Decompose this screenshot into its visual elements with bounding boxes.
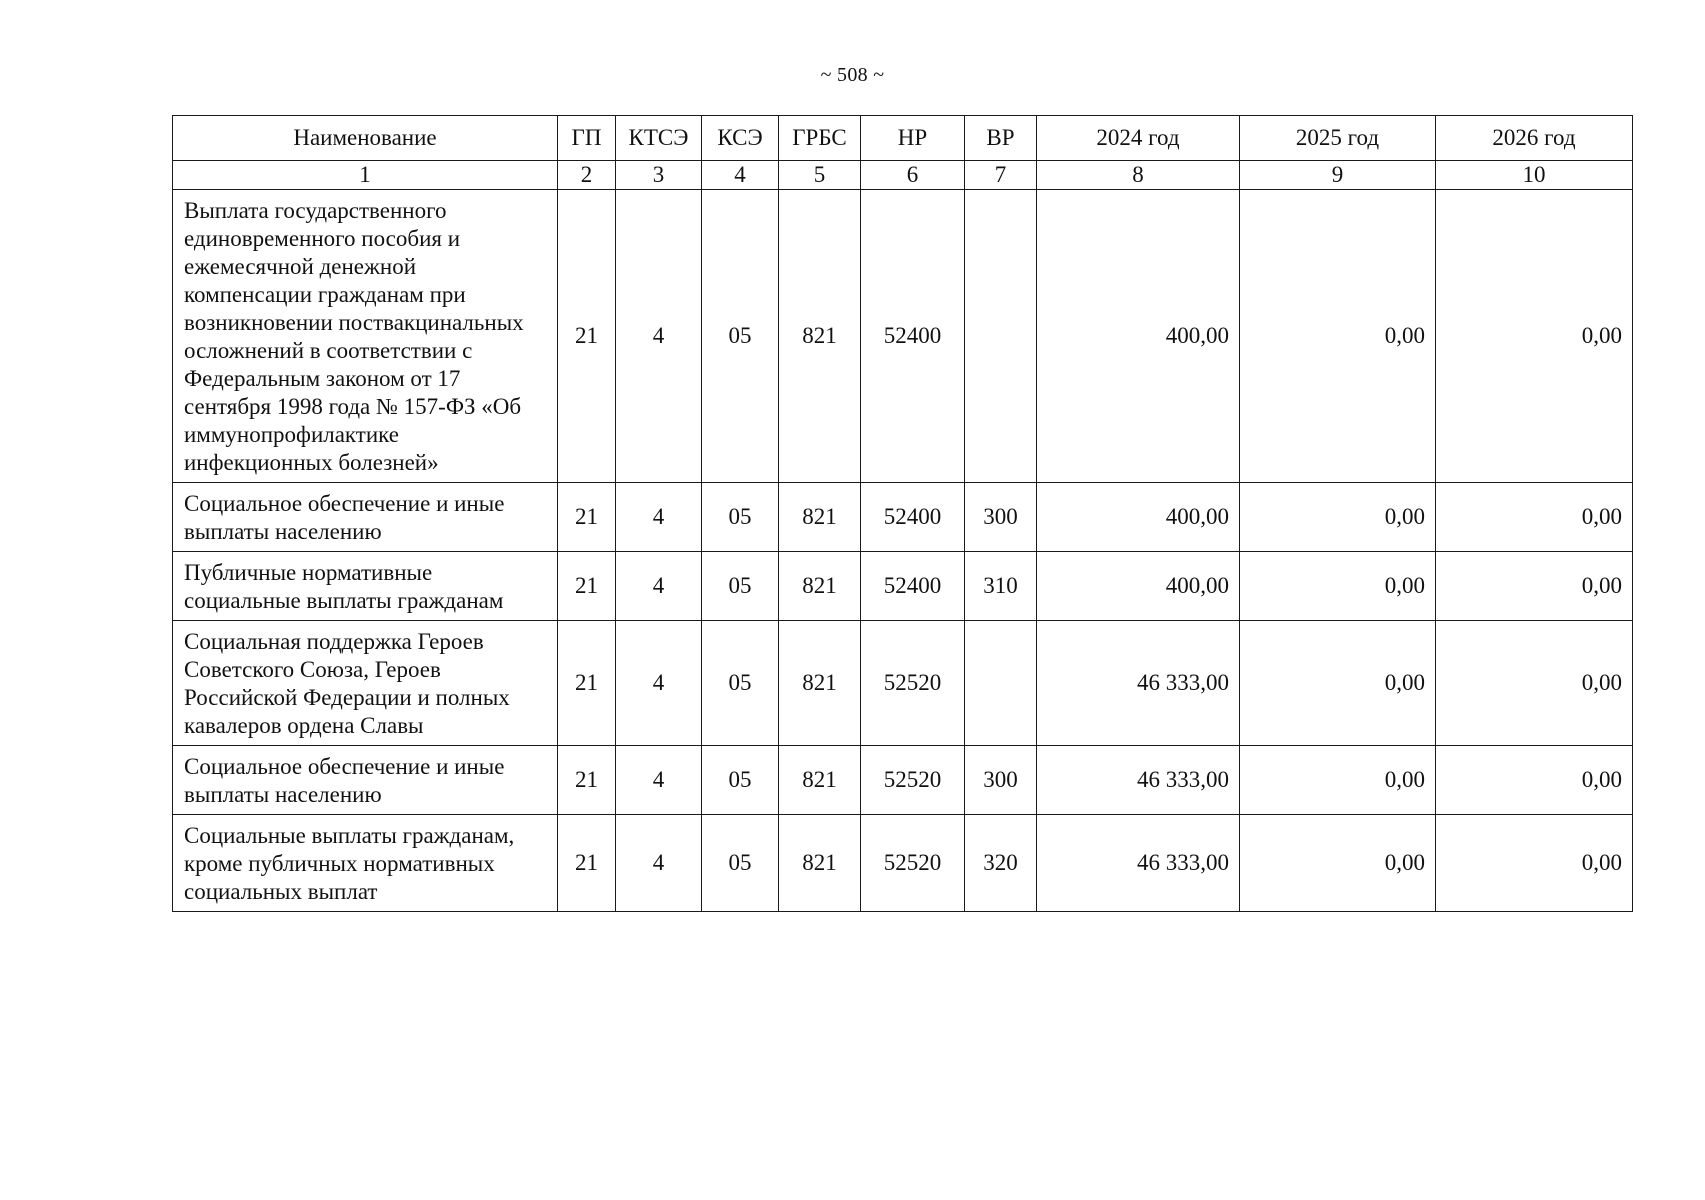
row-amount-2025: 0,00 [1240, 552, 1436, 621]
row-name: Социальное обеспечение и иные выплаты населению [173, 483, 558, 552]
column-number: 2 [558, 161, 616, 190]
row-gp: 21 [558, 552, 616, 621]
row-name: Социальное обеспечение и иные выплаты населению [173, 746, 558, 815]
row-gp: 21 [558, 190, 616, 483]
header-vr: ВР [965, 116, 1037, 161]
column-number: 9 [1240, 161, 1436, 190]
row-amount-2024: 400,00 [1037, 190, 1240, 483]
column-number: 1 [173, 161, 558, 190]
row-grbs: 821 [779, 483, 861, 552]
row-gp: 21 [558, 746, 616, 815]
budget-table [172, 115, 1633, 912]
row-vr [965, 621, 1037, 746]
row-amount-2025: 0,00 [1240, 621, 1436, 746]
row-nr: 52400 [861, 190, 965, 483]
header-nr: НР [861, 116, 965, 161]
row-gp: 21 [558, 815, 616, 912]
row-amount-2024: 46 333,00 [1037, 621, 1240, 746]
row-amount-2026: 0,00 [1436, 815, 1633, 912]
header-name: Наименование [173, 116, 558, 161]
column-number: 10 [1436, 161, 1633, 190]
row-grbs: 821 [779, 552, 861, 621]
row-kse: 05 [702, 483, 779, 552]
table-row [173, 483, 1633, 552]
row-amount-2026: 0,00 [1436, 483, 1633, 552]
column-number: 5 [779, 161, 861, 190]
row-amount-2026: 0,00 [1436, 746, 1633, 815]
row-vr: 300 [965, 746, 1037, 815]
column-number: 3 [616, 161, 702, 190]
row-ktse: 4 [616, 190, 702, 483]
row-ktse: 4 [616, 483, 702, 552]
row-amount-2024: 46 333,00 [1037, 746, 1240, 815]
table-row [173, 552, 1633, 621]
row-amount-2024: 400,00 [1037, 483, 1240, 552]
column-number: 7 [965, 161, 1037, 190]
row-kse: 05 [702, 190, 779, 483]
row-nr: 52400 [861, 552, 965, 621]
row-amount-2025: 0,00 [1240, 815, 1436, 912]
header-gp: ГП [558, 116, 616, 161]
row-ktse: 4 [616, 815, 702, 912]
row-amount-2026: 0,00 [1436, 552, 1633, 621]
row-kse: 05 [702, 621, 779, 746]
row-ktse: 4 [616, 746, 702, 815]
row-vr [965, 190, 1037, 483]
row-gp: 21 [558, 483, 616, 552]
row-kse: 05 [702, 815, 779, 912]
row-name: Выплата государственного единовременного пособия и ежемесячной денежной компенсации гражданам при возникновении поствакцинальных осложнений в соответствии с Федеральным законом от 17 сентября 1998 года № 157-ФЗ «Об иммунопрофилактике инфекционных болезней» [173, 190, 558, 483]
row-gp: 21 [558, 621, 616, 746]
header-grbs: ГРБС [779, 116, 861, 161]
row-nr: 52520 [861, 621, 965, 746]
table-row [173, 621, 1633, 746]
column-number-row [173, 161, 1633, 190]
column-number: 4 [702, 161, 779, 190]
row-amount-2026: 0,00 [1436, 190, 1633, 483]
header-ktse: КТСЭ [616, 116, 702, 161]
row-vr: 300 [965, 483, 1037, 552]
row-name: Публичные нормативные социальные выплаты гражданам [173, 552, 558, 621]
row-grbs: 821 [779, 621, 861, 746]
row-kse: 05 [702, 552, 779, 621]
row-amount-2025: 0,00 [1240, 483, 1436, 552]
row-ktse: 4 [616, 621, 702, 746]
row-amount-2026: 0,00 [1436, 621, 1633, 746]
row-amount-2025: 0,00 [1240, 190, 1436, 483]
header-2026: 2026 год [1436, 116, 1633, 161]
row-kse: 05 [702, 746, 779, 815]
table-row [173, 815, 1633, 912]
page-number: ~ 508 ~ [820, 64, 885, 86]
row-nr: 52520 [861, 815, 965, 912]
row-vr: 310 [965, 552, 1037, 621]
header-row [173, 116, 1633, 161]
row-nr: 52520 [861, 746, 965, 815]
row-grbs: 821 [779, 815, 861, 912]
row-nr: 52400 [861, 483, 965, 552]
header-2025: 2025 год [1240, 116, 1436, 161]
column-number: 8 [1037, 161, 1240, 190]
row-name: Социальные выплаты гражданам, кроме публичных нормативных социальных выплат [173, 815, 558, 912]
header-kse: КСЭ [702, 116, 779, 161]
row-vr: 320 [965, 815, 1037, 912]
row-amount-2024: 400,00 [1037, 552, 1240, 621]
row-grbs: 821 [779, 190, 861, 483]
table-row [173, 746, 1633, 815]
header-2024: 2024 год [1037, 116, 1240, 161]
column-number: 6 [861, 161, 965, 190]
row-grbs: 821 [779, 746, 861, 815]
row-amount-2024: 46 333,00 [1037, 815, 1240, 912]
row-ktse: 4 [616, 552, 702, 621]
row-amount-2025: 0,00 [1240, 746, 1436, 815]
row-name: Социальная поддержка Героев Советского Союза, Героев Российской Федерации и полных кавалеров ордена Славы [173, 621, 558, 746]
table-row [173, 190, 1633, 483]
